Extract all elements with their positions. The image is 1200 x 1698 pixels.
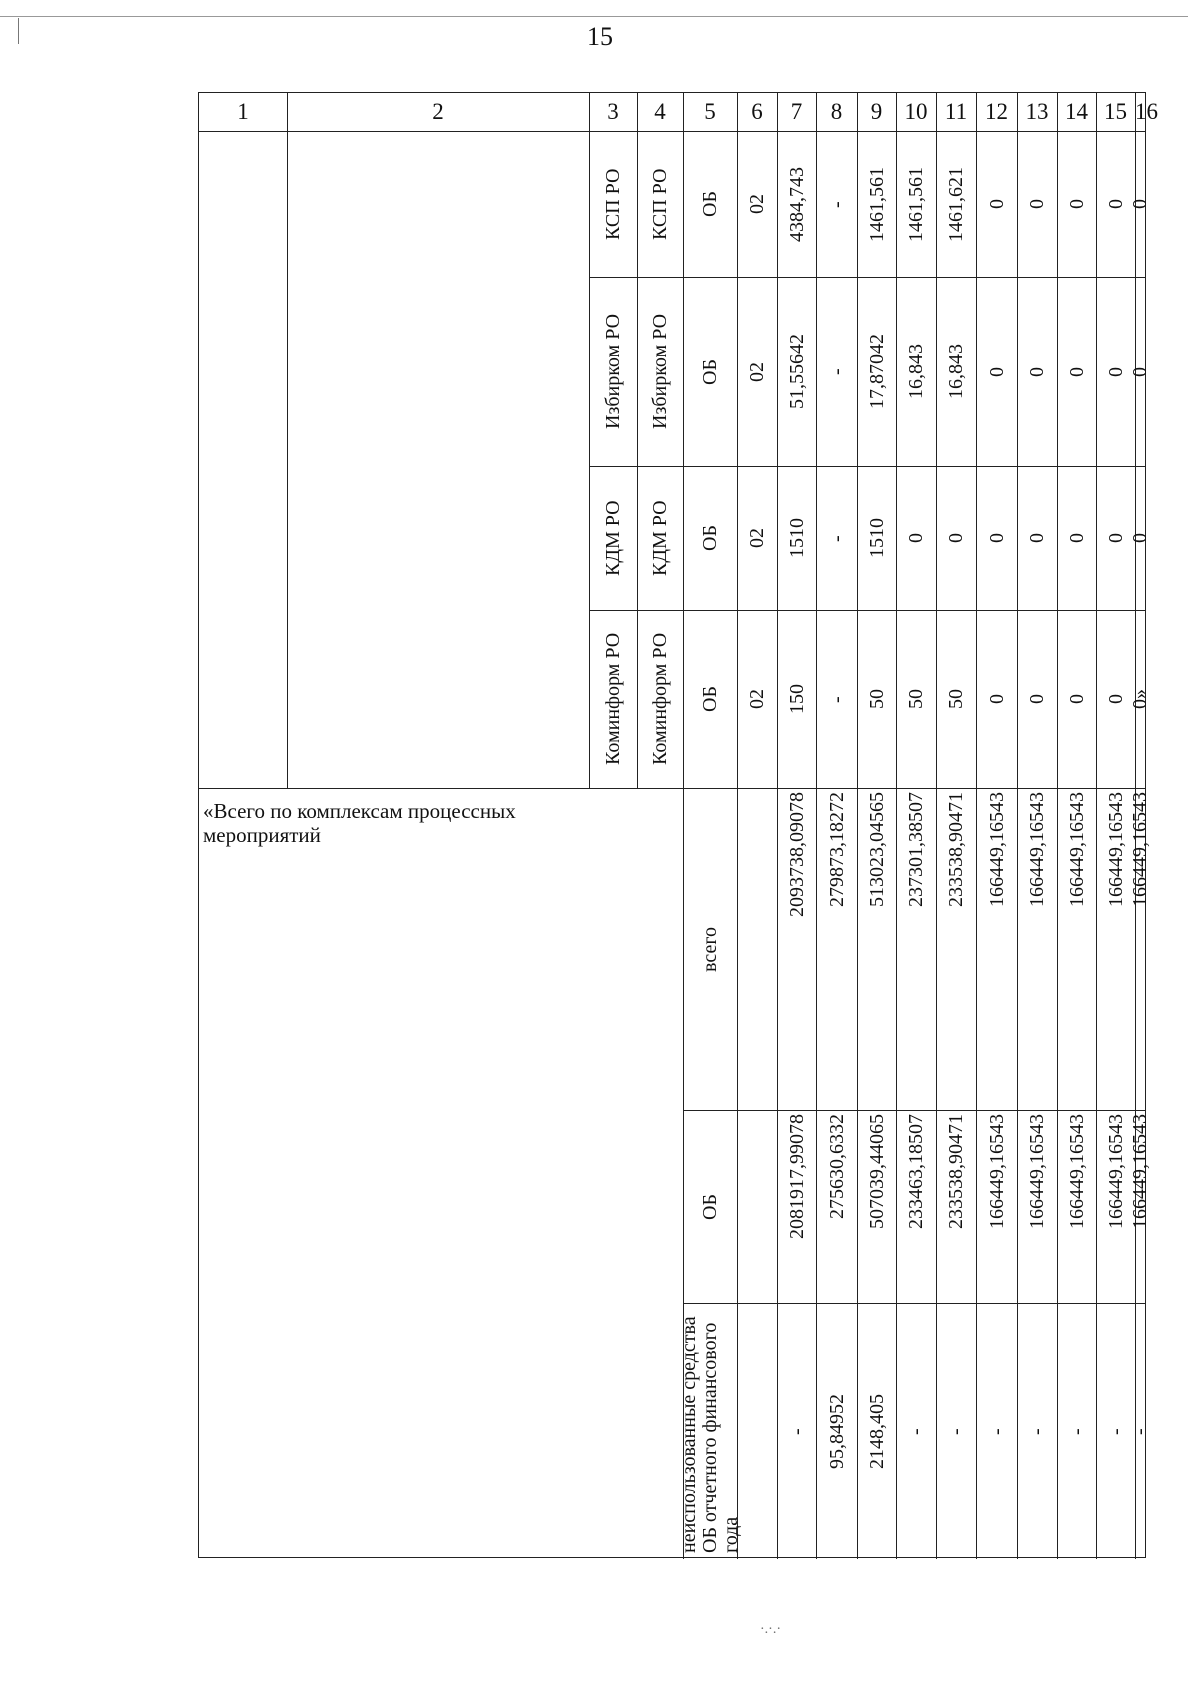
column-number-cell: 16 (1135, 99, 1158, 124)
value-cell: 0 (1065, 366, 1088, 377)
value-cell: - (1026, 1427, 1048, 1435)
value-cell: 0 (1129, 366, 1151, 377)
value-cell: 150 (785, 684, 808, 714)
code-cell: 02 (746, 528, 768, 548)
value-cell: 2148,405 (865, 1393, 888, 1469)
grid-line (936, 131, 937, 788)
grid-line (857, 131, 858, 788)
value-cell: 166449,16543 (1026, 1114, 1048, 1229)
agency-name-cell: Избирком РО (602, 313, 624, 429)
value-cell: - (1104, 1427, 1127, 1435)
grid-line (936, 788, 937, 1559)
column-number-cell: 8 (830, 99, 843, 124)
value-cell: 0 (985, 199, 1008, 209)
value-cell: 0 (1026, 533, 1048, 543)
agency-name-cell: Коминформ РО (602, 632, 624, 765)
grid-line (1017, 788, 1018, 1559)
column-number-cell: 14 (1065, 99, 1088, 124)
value-cell: - (785, 1427, 808, 1435)
value-cell: 507039,44065 (865, 1114, 888, 1229)
grid-line (683, 131, 684, 788)
column-number-cell: 15 (1104, 99, 1127, 124)
value-cell: - (985, 1427, 1008, 1435)
code-cell: 02 (746, 194, 768, 214)
value-cell: 1461,621 (945, 166, 967, 242)
value-cell: 17,87042 (865, 334, 888, 409)
value-cell: - (1129, 1427, 1151, 1435)
column-number-cell: 11 (944, 99, 968, 124)
grid-line (1017, 131, 1018, 788)
value-cell: 0 (985, 366, 1008, 377)
value-cell: 0 (1129, 533, 1151, 543)
value-cell: 0» (1129, 689, 1151, 709)
grid-line (857, 788, 858, 1559)
column-number-cell: 13 (1025, 99, 1049, 124)
value-cell: - (825, 368, 848, 375)
column-number-cell: 10 (904, 99, 928, 124)
column-number-cell: 12 (985, 99, 1008, 124)
value-cell: 2081917,99078 (785, 1114, 808, 1239)
value-cell: 279873,18272 (825, 792, 848, 907)
value-cell: 0 (1065, 694, 1088, 704)
value-cell: 166449,16543 (1104, 1114, 1127, 1229)
value-cell: 0 (1104, 694, 1127, 704)
value-cell: 166449,16543 (1129, 792, 1151, 907)
agency-name-cell: Избирком РО (649, 313, 671, 429)
grid-line (1057, 131, 1058, 788)
value-cell: - (825, 534, 848, 542)
scan-speck: ·.·.· (760, 1622, 781, 1637)
grid-line (896, 131, 897, 788)
value-cell: 0 (985, 694, 1008, 704)
value-cell: 95,84952 (825, 1393, 848, 1469)
funding-source-cell: ОБ (699, 686, 721, 712)
grid-line (816, 788, 817, 1559)
value-cell: 0 (1104, 199, 1127, 209)
budget-table (198, 92, 1158, 1558)
grid-line (589, 610, 1145, 611)
grid-line (1096, 131, 1097, 788)
total-section-title: «Всего по комплексам процессных мероприятий (203, 799, 516, 847)
value-cell: - (905, 1427, 927, 1435)
column-number-cell: 4 (654, 99, 666, 124)
value-cell: - (825, 695, 848, 703)
value-cell: - (825, 200, 848, 208)
grid-line (976, 131, 977, 788)
value-cell: 50 (865, 689, 888, 709)
value-cell: - (945, 1427, 967, 1435)
page-number: 15 (587, 22, 613, 51)
value-cell: 0 (1065, 533, 1088, 543)
value-cell: 2093738,09078 (785, 792, 808, 917)
value-cell: 233538,90471 (945, 1114, 967, 1229)
grid-line (683, 1110, 1145, 1111)
value-cell: 51,55642 (785, 334, 808, 409)
value-cell: 0 (1026, 694, 1048, 704)
value-cell: 0 (985, 533, 1008, 543)
grid-line (199, 788, 1145, 789)
agency-name-cell: КСП РО (602, 168, 624, 240)
value-cell: 0 (1129, 199, 1151, 209)
value-cell: 1510 (785, 518, 808, 558)
column-number-cell: 9 (870, 99, 883, 124)
value-cell: 166449,16543 (1129, 1114, 1151, 1229)
column-number-cell: 7 (790, 99, 803, 124)
grid-line (1057, 788, 1058, 1559)
funding-source-cell: ОБ (699, 358, 721, 385)
value-cell: 166449,16543 (985, 792, 1008, 907)
value-cell: 0 (1026, 199, 1048, 209)
value-cell: 0 (1065, 199, 1088, 209)
value-cell: 50 (905, 689, 927, 709)
agency-name-cell: КСП РО (649, 168, 671, 240)
value-cell: 0 (945, 533, 967, 543)
grid-line (199, 131, 1145, 132)
value-cell: 166449,16543 (985, 1114, 1008, 1229)
grid-line (589, 466, 1145, 467)
column-number-cell: 3 (607, 99, 619, 124)
grid-line (1096, 788, 1097, 1559)
grid-line (976, 788, 977, 1559)
grid-line (816, 131, 817, 788)
value-cell: 0 (1104, 533, 1127, 543)
grid-line (777, 131, 778, 788)
value-cell: 237301,38507 (905, 792, 927, 907)
grid-line (589, 131, 590, 788)
value-cell: 166449,16543 (1026, 792, 1048, 907)
funding-source-cell: ОБ (699, 525, 721, 551)
grid-line (287, 131, 288, 788)
agency-name-cell: КДМ РО (649, 500, 671, 576)
value-cell: 0 (905, 533, 927, 543)
value-cell: 16,843 (945, 344, 967, 399)
code-cell: 02 (746, 361, 768, 382)
grid-line (637, 131, 638, 788)
column-number-cell: 1 (237, 99, 249, 124)
row-label-cell: всего (699, 926, 721, 972)
scan-border-line (0, 16, 1188, 17)
funding-source-cell: ОБ (699, 191, 721, 217)
value-cell: 166449,16543 (1065, 792, 1088, 907)
column-number-cell: 5 (704, 99, 716, 124)
column-number-cell: 2 (432, 99, 444, 124)
value-cell: 16,843 (905, 344, 927, 399)
value-cell: 1461,561 (905, 166, 927, 242)
value-cell: 233463,18507 (905, 1114, 927, 1229)
value-cell: 233538,90471 (945, 792, 967, 907)
grid-line (777, 788, 778, 1559)
code-cell: 02 (746, 689, 768, 709)
value-cell: - (1065, 1427, 1088, 1435)
value-cell: 0 (1026, 366, 1048, 377)
value-cell: 275630,6332 (825, 1114, 848, 1219)
value-cell: 166449,16543 (1104, 792, 1127, 907)
row-label-cell: ОБ (699, 1193, 721, 1220)
agency-name-cell: КДМ РО (602, 500, 624, 576)
grid-line (737, 131, 738, 788)
agency-name-cell: Коминформ РО (649, 632, 671, 765)
value-cell: 513023,04565 (865, 792, 888, 907)
value-cell: 0 (1104, 366, 1127, 377)
row-label-cell: неиспользованные средства ОБ отчетного финансового года (677, 1316, 742, 1553)
value-cell: 50 (945, 689, 967, 709)
value-cell: 4384,743 (785, 166, 808, 242)
grid-line (589, 277, 1145, 278)
value-cell: 1510 (865, 518, 888, 558)
grid-line (683, 1303, 1145, 1304)
value-cell: 166449,16543 (1065, 1114, 1088, 1229)
value-cell: 1461,561 (865, 166, 888, 242)
column-number-cell: 6 (751, 99, 763, 124)
grid-line (896, 788, 897, 1559)
